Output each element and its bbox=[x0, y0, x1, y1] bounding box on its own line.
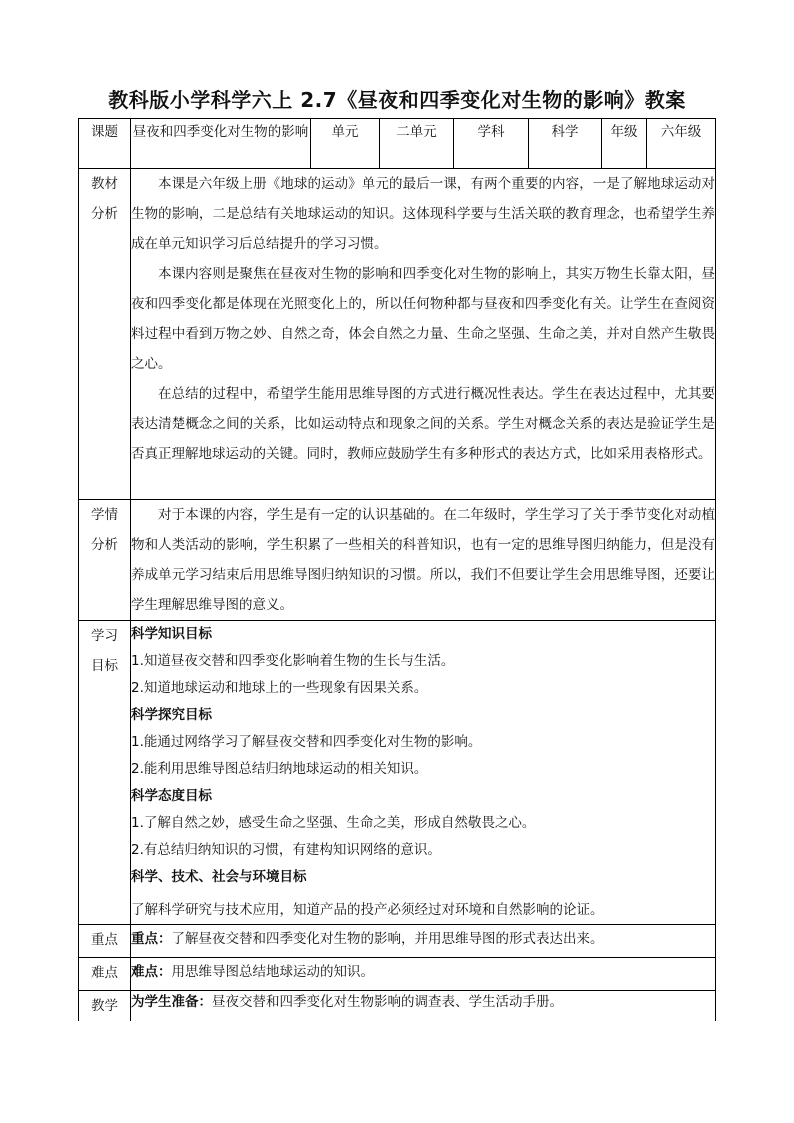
analysis-label: 教材分析 bbox=[79, 169, 131, 500]
inquiry-goal-1: 1.能通过网络学习了解昼夜交替和四季变化对生物的影响。 bbox=[131, 734, 482, 750]
knowledge-goal-1: 1.知道昼夜交替和四季变化影响着生物的生长与生活。 bbox=[131, 653, 455, 669]
header-row bbox=[79, 119, 716, 169]
subject-label: 学科 bbox=[454, 119, 529, 169]
prep-prefix: 为学生准备： bbox=[131, 994, 212, 1010]
analysis-paragraph-2: 本课内容则是聚焦在昼夜对生物的影响和四季变化对生物的影响上，其实万物生长靠太阳，昼夜和四季变化都是体现在光照变化上的，所以任何物种都与昼夜和四季变化有关。让学生在查阅资料过程中看到万物之妙、自然之奇，体会自然之力量、生命之坚强、生命之美，并对自然产生敬畏之心。 bbox=[131, 266, 715, 372]
learner-row bbox=[79, 500, 716, 621]
learner-paragraph: 对于本课的内容，学生是有一定的认识基础的。在二年级时，学生学习了关于季节变化对动植物和人类活动的影响，学生积累了一些相关的科普知识，也有一定的思维导图归纳能力，但是没有养成单元学习结束后用思维导图归纳知识的习惯。所以，我们不但要让学生会用思维导图，还要让学生理解思维导图的意义。 bbox=[131, 507, 715, 613]
learner-content bbox=[131, 500, 716, 621]
prep-row bbox=[79, 991, 716, 1022]
unit-label: 单元 bbox=[311, 119, 380, 169]
key-point-row bbox=[79, 925, 716, 958]
key-point-prefix: 重点： bbox=[131, 931, 172, 947]
analysis-row bbox=[79, 169, 716, 500]
inquiry-goal-heading: 科学探究目标 bbox=[131, 707, 212, 723]
prep-content bbox=[131, 991, 716, 1022]
difficulty-row bbox=[79, 958, 716, 991]
knowledge-goal-2: 2.知道地球运动和地球上的一些现象有因果关系。 bbox=[131, 680, 428, 696]
difficulty-prefix: 难点： bbox=[131, 964, 172, 980]
prep-text: 昼夜交替和四季变化对生物影响的调查表、学生活动手册。 bbox=[212, 994, 563, 1010]
document-title: 教科版小学科学六上 2.7《昼夜和四季变化对生物的影响》教案 bbox=[108, 88, 686, 112]
difficulty-content bbox=[131, 958, 716, 991]
analysis-paragraph-1: 本课是六年级上册《地球的运动》单元的最后一课，有两个重要的内容，一是了解地球运动对生物的影响，二是总结有关地球运动的知识。这体现科学要与生活关联的教育理念，也希望学生养成在单元知识学习后总结提升的学习习惯。 bbox=[131, 176, 715, 252]
difficulty-text: 用思维导图总结地球运动的知识。 bbox=[171, 964, 374, 980]
subject-value: 科学 bbox=[529, 119, 602, 169]
grade-label: 年级 bbox=[602, 119, 647, 169]
unit-value: 二单元 bbox=[380, 119, 454, 169]
attitude-goal-1: 1.了解自然之妙，感受生命之坚强、生命之美，形成自然敬畏之心。 bbox=[131, 815, 536, 831]
key-point-content bbox=[131, 925, 716, 958]
learner-label: 学情分析 bbox=[79, 500, 131, 621]
goals-content bbox=[131, 621, 716, 925]
key-point-label: 重点 bbox=[79, 925, 131, 958]
key-point-text: 了解昼夜交替和四季变化对生物的影响，并用思维导图的形式表达出来。 bbox=[171, 931, 604, 947]
analysis-content bbox=[131, 169, 716, 500]
attitude-goal-2: 2.有总结归纳知识的习惯，有建构知识网络的意识。 bbox=[131, 842, 441, 858]
sts-goal-1: 了解科学研究与技术应用，知道产品的投产必须经过对环境和自然影响的论证。 bbox=[131, 902, 604, 918]
course-label: 课题 bbox=[79, 119, 131, 169]
knowledge-goal-heading: 科学知识目标 bbox=[131, 626, 212, 642]
grade-value: 六年级 bbox=[647, 119, 716, 169]
sts-goal-heading: 科学、技术、社会与环境目标 bbox=[131, 869, 307, 885]
attitude-goal-heading: 科学态度目标 bbox=[131, 788, 212, 804]
course-value: 昼夜和四季变化对生物的影响 bbox=[131, 119, 311, 169]
difficulty-label: 难点 bbox=[79, 958, 131, 991]
goals-label: 学习目标 bbox=[79, 621, 131, 925]
prep-label: 教学 bbox=[79, 991, 131, 1022]
analysis-paragraph-3: 在总结的过程中，希望学生能用思维导图的方式进行概况性表达。学生在表达过程中，尤其要表达清楚概念之间的关系，比如运动特点和现象之间的关系。学生对概念关系的表达是验证学生是否真正理解地球运动的关键。同时，教师应鼓励学生有多种形式的表达方式，比如采用表格形式。 bbox=[131, 386, 715, 462]
goals-row bbox=[79, 621, 716, 925]
inquiry-goal-2: 2.能利用思维导图总结归纳地球运动的相关知识。 bbox=[131, 761, 428, 777]
lesson-plan-table bbox=[78, 118, 716, 1021]
